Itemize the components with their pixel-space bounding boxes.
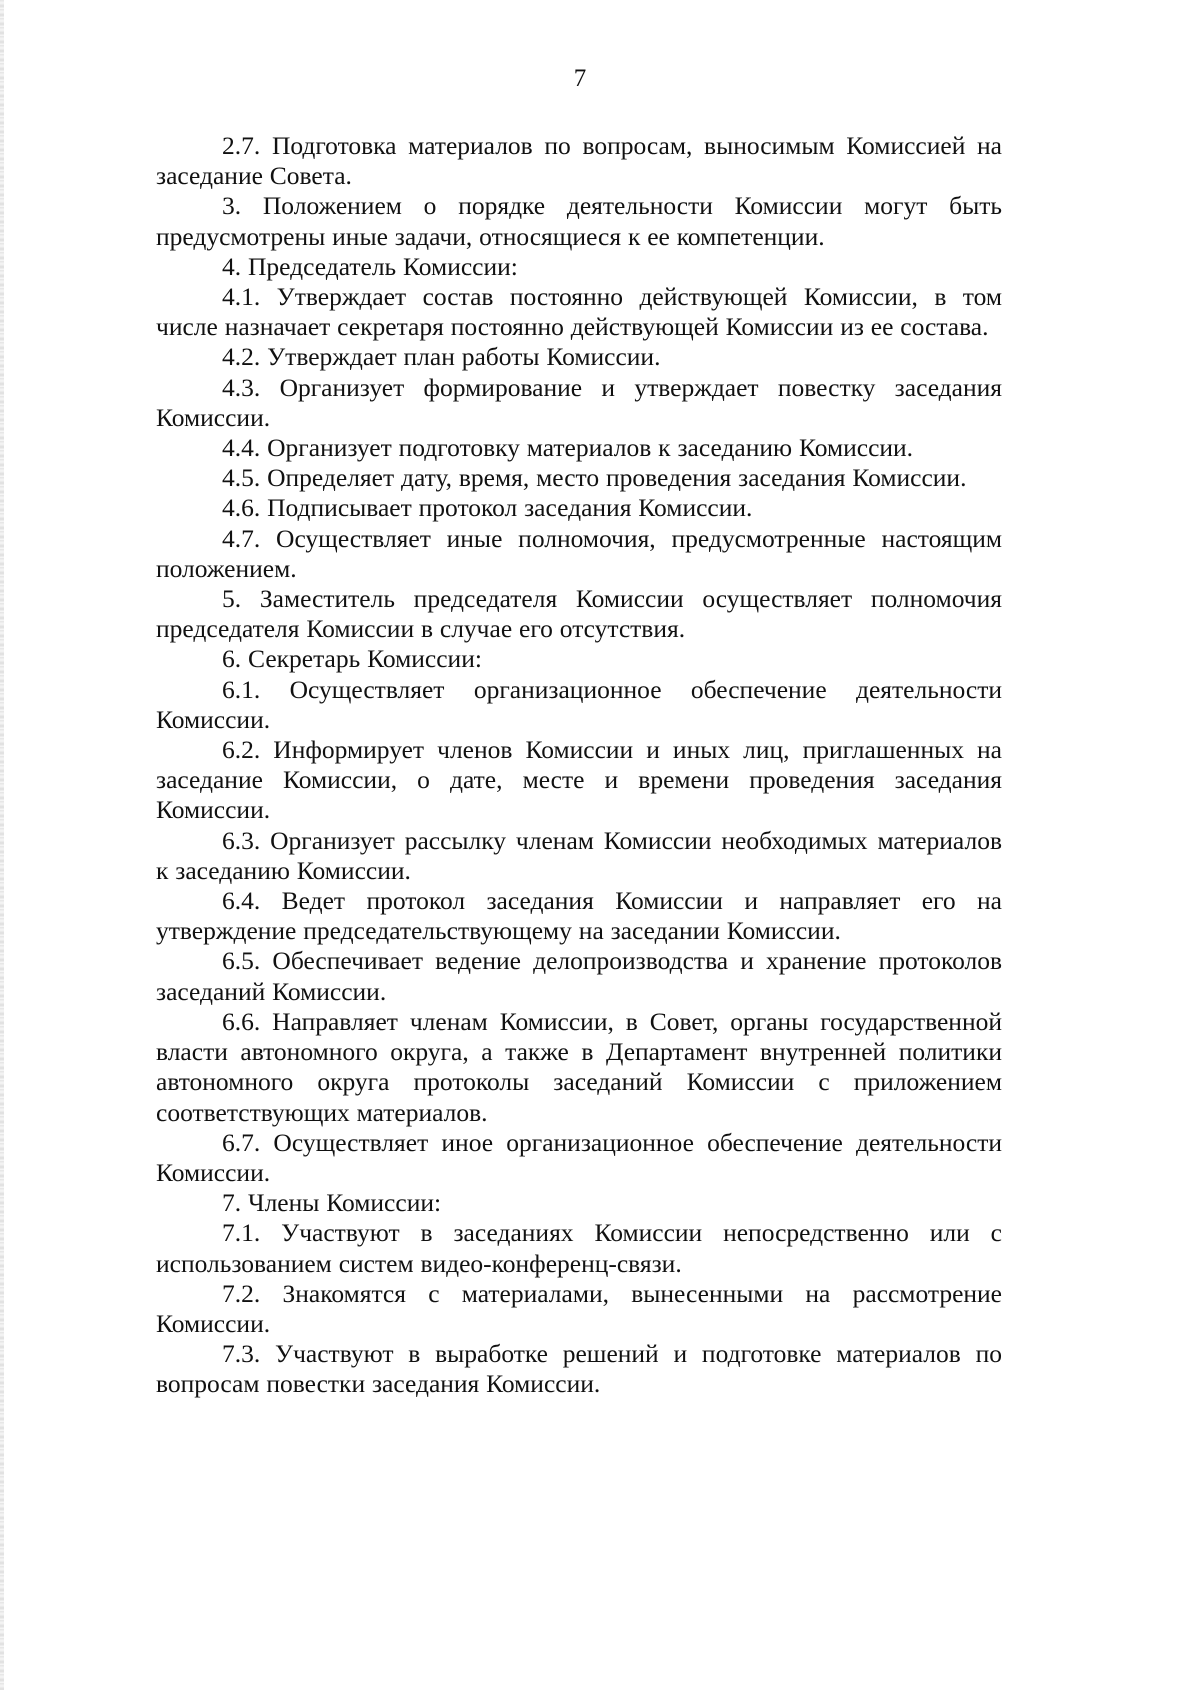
paragraph-7-3: 7.3. Участвуют в выработке решений и подготовке материалов по вопросам повестки заседания Комиссии. [156,1339,1002,1399]
paragraph-4-6: 4.6. Подписывает протокол заседания Комиссии. [222,493,753,523]
paragraph-6: 6. Секретарь Комиссии: [222,644,482,674]
paragraph-6-3: 6.3. Организует рассылку членам Комиссии необходимых материалов к заседанию Комиссии. [156,825,1002,885]
paragraph-5: 5. Заместитель председателя Комиссии осуществляет полномочия председателя Комиссии в случае его отсутствия. [156,584,1002,644]
scan-edge [0,0,4,1690]
paragraph-7-2: 7.2. Знакомятся с материалами, вынесенными на рассмотрение Комиссии. [156,1278,1002,1338]
paragraph-4-5: 4.5. Определяет дату, время, место проведения заседания Комиссии. [222,463,967,493]
paragraph-3: 3. Положением о порядке деятельности Комиссии могут быть предусмотрены иные задачи, относящиеся к ее компетенции. [156,191,1002,251]
paragraph-4-4: 4.4. Организует подготовку материалов к заседанию Комиссии. [222,433,914,463]
paragraph-6-4: 6.4. Ведет протокол заседания Комиссии и направляет его на утверждение председательствующему на заседании Комиссии. [156,886,1002,946]
paragraph-6-7: 6.7. Осуществляет иное организационное обеспечение деятельности Комиссии. [156,1127,1002,1187]
paragraph-4: 4. Председатель Комиссии: [222,251,518,281]
paragraph-6-2: 6.2. Информирует членов Комиссии и иных лиц, приглашенных на заседание Комиссии, о дате, месте и времени проведения заседания Комиссии. [156,735,1002,825]
paragraph-4-7: 4.7. Осуществляет иные полномочия, предусмотренные настоящим положением. [156,523,1002,583]
paragraph-6-6: 6.6. Направляет членам Комиссии, в Совет, органы государственной власти автономного округа, а также в Департамент внутренней политики автономного округа протоколы заседаний Комиссии с приложением соответствующих материалов. [156,1006,1002,1127]
document-body [156,131,1002,1400]
paragraph-4-2: 4.2. Утверждает план работы Комиссии. [222,342,661,372]
paragraph-7-1: 7.1. Участвуют в заседаниях Комиссии непосредственно или с использованием систем видео-конференц-связи. [156,1218,1002,1278]
paragraph-6-1: 6.1. Осуществляет организационное обеспечение деятельности Комиссии. [156,674,1002,734]
paragraph-2-7: 2.7. Подготовка материалов по вопросам, выносимым Комиссией на заседание Совета. [156,131,1002,191]
paragraph-6-5: 6.5. Обеспечивает ведение делопроизводства и хранение протоколов заседаний Комиссии. [156,946,1002,1006]
paragraph-4-1: 4.1. Утверждает состав постоянно действующей Комиссии, в том числе назначает секретаря постоянно действующей Комиссии из ее состава. [156,282,1002,342]
paragraph-4-3: 4.3. Организует формирование и утверждает повестку заседания Комиссии. [156,372,1002,432]
paragraph-7: 7. Члены Комиссии: [222,1188,442,1218]
page-number: 7 [573,65,587,92]
